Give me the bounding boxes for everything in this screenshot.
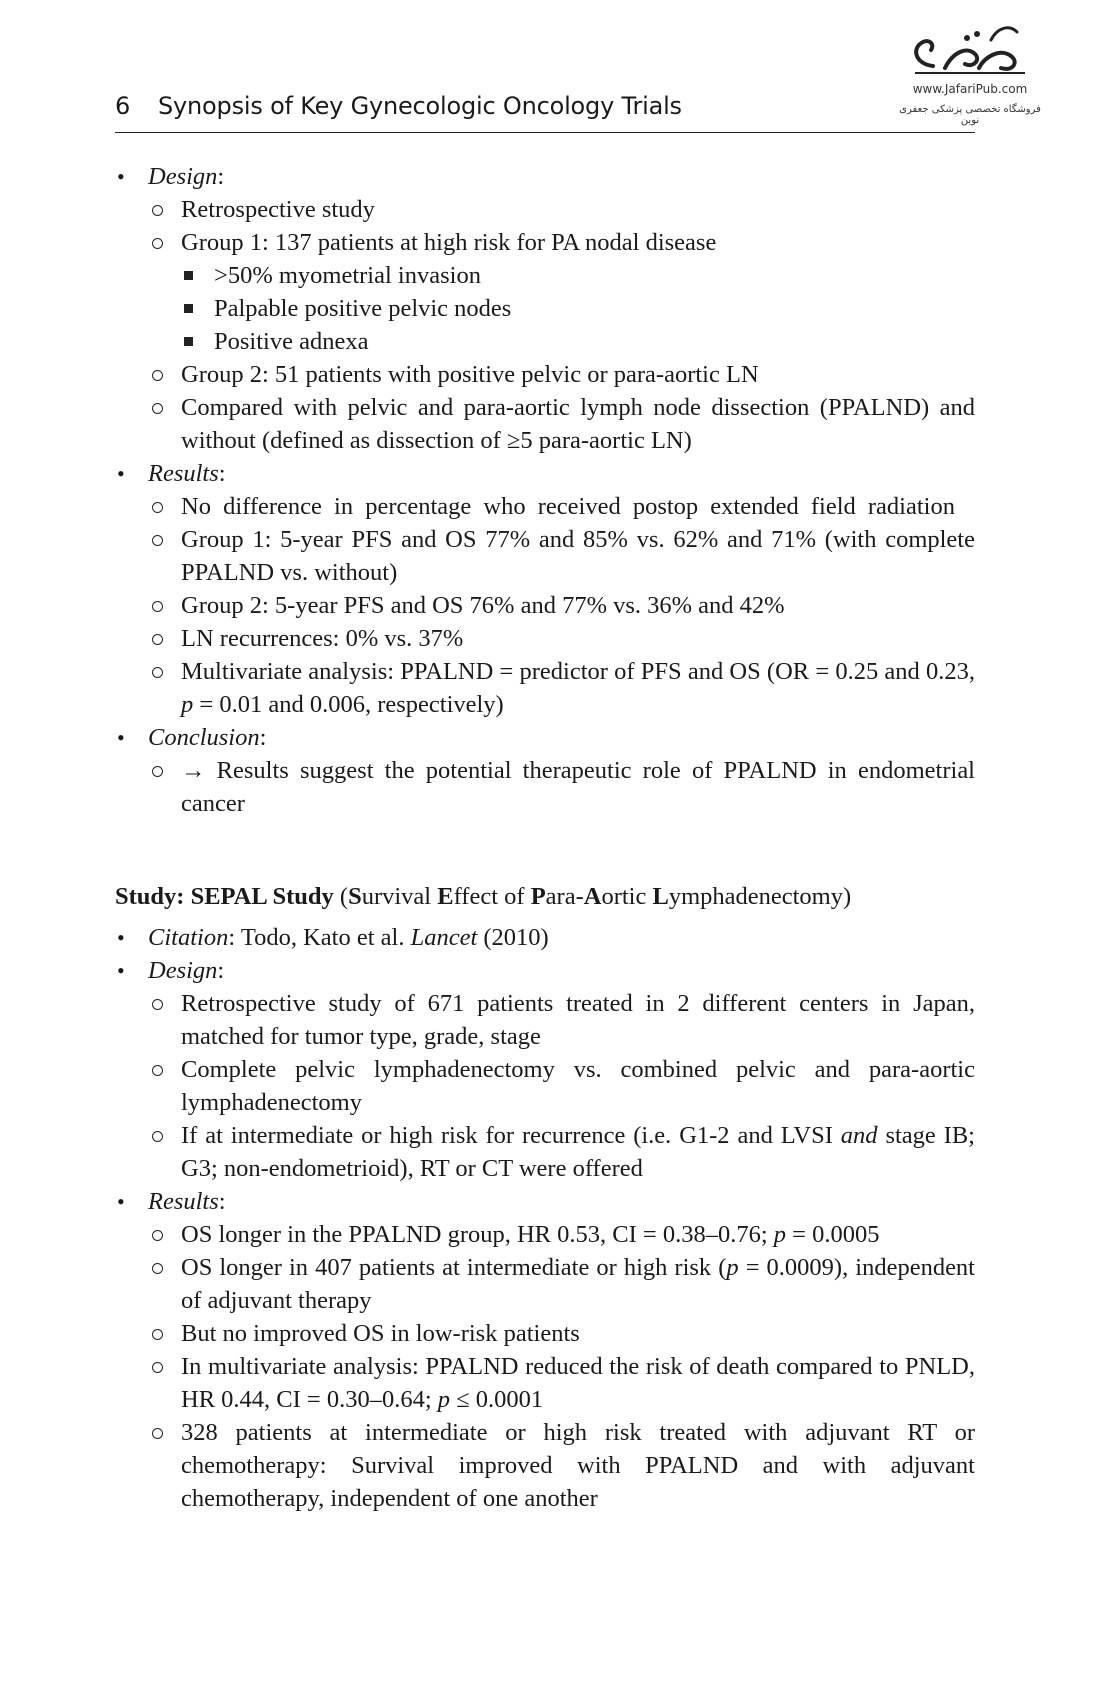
citation-item: • Citation: Todo, Kato et al. Lancet (2010) bbox=[115, 921, 975, 954]
results-item: • Results: No difference in percentage who received postop extended field radiation Group 1: 5-year PFS and OS 77% and 85% vs. 62% and 71% (with complete PPALND vs. without) Group 2: 5-year PFS and OS 76% and 77% vs. 36% and 42% LN recurrences: 0% vs. 37% Multivariate analysis: PPALND = predictor of PFS and OS (OR = 0.25 and 0.23, p = 0.01 and 0.006, respectively) bbox=[115, 457, 975, 721]
list-item-text: OS longer in the PPALND group, HR 0.53, CI = 0.38–0.76; bbox=[181, 1221, 774, 1248]
results-label: Results bbox=[148, 460, 219, 487]
list-item: Palpable positive pelvic nodes bbox=[181, 292, 975, 325]
list-item: Positive adnexa bbox=[181, 325, 975, 358]
list-item: But no improved OS in low-risk patients bbox=[148, 1317, 975, 1350]
conclusion-label: Conclusion bbox=[148, 724, 260, 751]
group1-criteria-list bbox=[181, 259, 975, 358]
results-sublist bbox=[148, 1218, 975, 1515]
study-title bbox=[115, 880, 975, 913]
running-title: Synopsis of Key Gynecologic Oncology Trials bbox=[158, 92, 682, 120]
list-item-text: OS longer in 407 patients at intermediate or high risk ( bbox=[181, 1254, 727, 1281]
p-symbol: p bbox=[437, 1386, 451, 1413]
list-item: Group 1: 5-year PFS and OS 77% and 85% vs. 62% and 71% (with complete PPALND vs. without) bbox=[148, 523, 975, 589]
list-item bbox=[148, 226, 975, 358]
design-label: Design bbox=[148, 163, 218, 190]
list-item bbox=[148, 1218, 975, 1251]
p-symbol: p bbox=[181, 691, 194, 718]
list-item-text: If at intermediate or high risk for recurrence (i.e. G1-2 and LVSI bbox=[181, 1122, 841, 1149]
citation-label: Citation bbox=[148, 924, 229, 951]
list-item-text: In multivariate analysis: PPALND reduced the risk of death compared to PNLD, HR 0.44, CI = 0.30–0.64; bbox=[181, 1353, 975, 1413]
results-label: Results bbox=[148, 1188, 219, 1215]
conclusion-item: • Conclusion: → Results suggest the potential therapeutic role of PPALND in endometrial cancer bbox=[115, 721, 975, 820]
p-symbol: p bbox=[773, 1221, 787, 1248]
list-item: Compared with pelvic and para-aortic lymph node dissection (PPALND) and without (defined as dissection of ≥5 para-aortic LN) bbox=[148, 391, 975, 457]
title-paren: ( bbox=[333, 883, 349, 910]
emphasis-and: and bbox=[840, 1122, 878, 1149]
title-word: ortic bbox=[601, 883, 653, 910]
study-title-prefix: Study: SEPAL Study bbox=[115, 883, 334, 910]
citation-journal: Lancet bbox=[410, 924, 478, 951]
list-item bbox=[148, 1251, 975, 1317]
publisher-logo bbox=[899, 18, 1065, 128]
list-item-text: Multivariate analysis: PPALND = predictor of PFS and OS (OR = 0.25 and 0.23, bbox=[181, 658, 975, 685]
title-word: ffect of bbox=[453, 883, 531, 910]
title-word: ara- bbox=[545, 883, 584, 910]
list-item: LN recurrences: 0% vs. 37% bbox=[148, 622, 975, 655]
list-item: 328 patients at intermediate or high risk treated with adjuvant RT or chemotherapy: Survival improved with PPALND and with adjuvant chemotherapy, independent of one another bbox=[148, 1416, 975, 1515]
list-item: >50% myometrial invasion bbox=[181, 259, 975, 292]
list-item: Group 2: 5-year PFS and OS 76% and 77% vs. 36% and 42% bbox=[148, 589, 975, 622]
list-item bbox=[148, 655, 975, 721]
design-label: Design bbox=[148, 957, 218, 984]
design-item: • Design: Retrospective study Group 1: 137 patients at high risk for PA nodal disease >50% myometrial invasion Palpable positive pelvic nodes Positive adnexa Group 2: 51 patients with positive pelvic or para-aortic LN Compared with pelvic and para-aortic lymph node dissection (PPALND) and without (defined as dissection of ≥5 para-aortic LN) bbox=[115, 160, 975, 457]
list-item: Complete pelvic lymphadenectomy vs. combined pelvic and para-aortic lymphadenectomy bbox=[148, 1053, 975, 1119]
acronym-letter: A bbox=[583, 883, 602, 910]
design-item: • Design: Retrospective study of 671 patients treated in 2 different centers in Japan, matched for tumor type, grade, stage Complete pelvic lymphadenectomy vs. combined pelvic and para-aortic lymphadenectomy If at intermediate or high risk for recurrence (i.e. G1-2 and LVSI and stage IB; G3; non-endometrioid), RT or CT were offered bbox=[115, 954, 975, 1185]
page-number: 6 bbox=[115, 92, 131, 120]
list-item: Retrospective study bbox=[148, 193, 975, 226]
list-item bbox=[148, 1350, 975, 1416]
list-item-text: = 0.0005 bbox=[786, 1221, 880, 1248]
title-paren: ) bbox=[842, 883, 852, 910]
list-item-text: = 0.0009), independent of adjuvant therapy bbox=[181, 1254, 975, 1314]
results-sublist bbox=[148, 490, 975, 721]
list-item: Retrospective study of 671 patients treated in 2 different centers in Japan, matched for tumor type, grade, stage bbox=[148, 987, 975, 1053]
citation-year: (2010) bbox=[477, 924, 549, 951]
acronym-letter: E bbox=[437, 883, 454, 910]
acronym-letter: S bbox=[348, 883, 362, 910]
list-item-text: ≤ 0.0001 bbox=[450, 1386, 544, 1413]
acronym-letter: P bbox=[530, 883, 546, 910]
results-item: • Results: OS longer in the PPALND group, HR 0.53, CI = 0.38–0.76; p = 0.0005 OS longer in 407 patients at intermediate or high risk (p = 0.0009), independent of adjuvant therapy But no improved OS in low-risk patients In multivariate analysis: PPALND reduced the risk of death compared to PNLD, HR 0.44, CI = 0.30–0.64; p ≤ 0.0001 328 patients at intermediate or high risk treated with adjuvant RT or chemotherapy: Survival improved with PPALND and with adjuvant chemotherapy, independent of one another bbox=[115, 1185, 975, 1515]
design-sublist bbox=[148, 193, 975, 457]
list-item-text: Group 1: 137 patients at high risk for PA nodal disease bbox=[181, 229, 717, 256]
title-word: urvival bbox=[361, 883, 438, 910]
list-item-text: stage IB; G3; non-endometrioid), RT or CT were offered bbox=[181, 1122, 975, 1182]
list-item bbox=[148, 1119, 975, 1185]
logo-url: www.JafariPub.com bbox=[912, 82, 1028, 96]
design-sublist bbox=[148, 987, 975, 1185]
conclusion-sublist bbox=[148, 754, 975, 820]
p-symbol: p bbox=[726, 1254, 739, 1281]
list-item: → Results suggest the potential therapeutic role of PPALND in endometrial cancer bbox=[148, 754, 975, 820]
page-body bbox=[115, 160, 975, 1515]
title-word: ymphadenectomy bbox=[668, 883, 843, 910]
list-item: No difference in percentage who received postop extended field radiation bbox=[148, 490, 975, 523]
study2-list bbox=[115, 921, 975, 1515]
acronym-letter: L bbox=[652, 883, 669, 910]
logo-tagline: فروشگاه تخصصی پزشکی جعفری نوین bbox=[899, 104, 1041, 126]
study1-list bbox=[115, 160, 975, 820]
publisher-logo-mark bbox=[905, 18, 1035, 80]
running-header bbox=[115, 92, 975, 133]
citation-authors: Todo, Kato et al. bbox=[240, 924, 411, 951]
list-item-text: = 0.01 and 0.006, respectively) bbox=[193, 691, 504, 718]
list-item: Group 2: 51 patients with positive pelvic or para-aortic LN bbox=[148, 358, 975, 391]
